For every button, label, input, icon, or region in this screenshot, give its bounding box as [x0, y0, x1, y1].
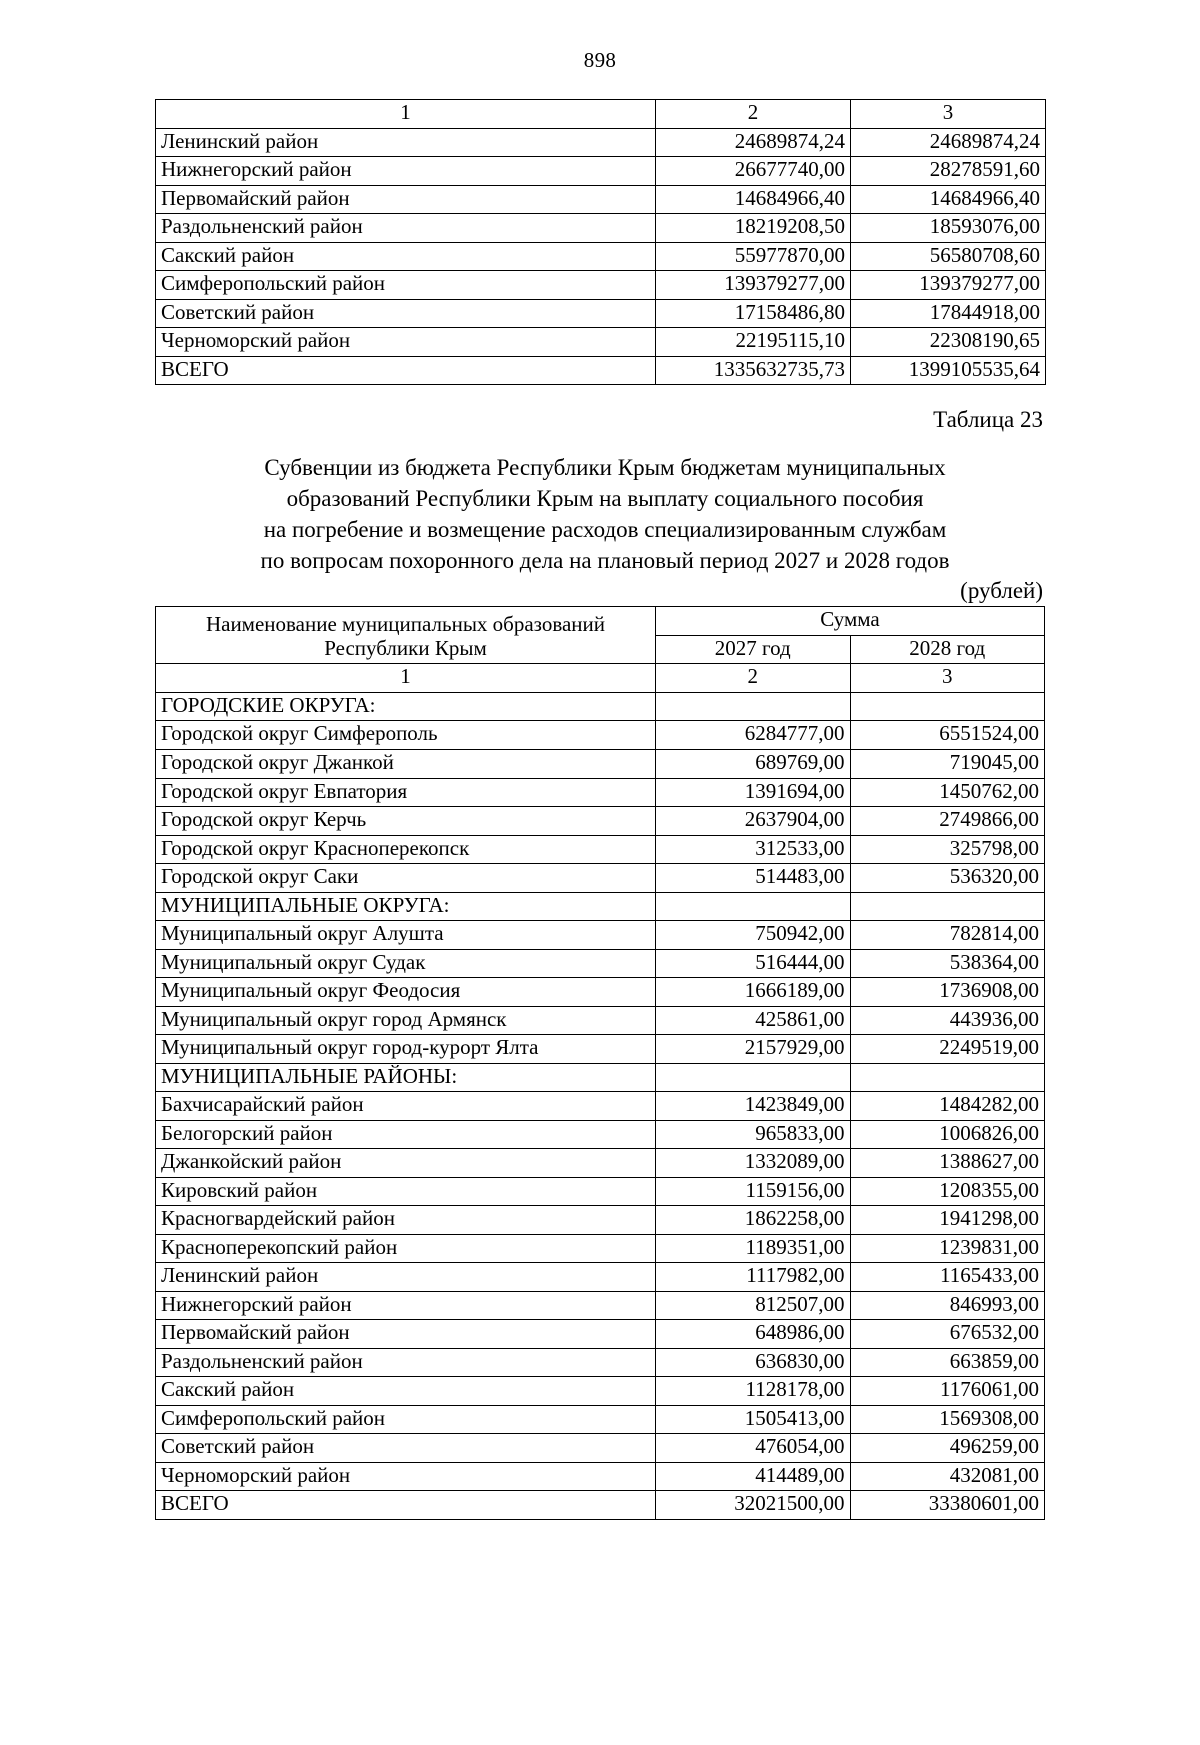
municipality-name: Советский район [156, 1434, 656, 1463]
value-2027 [656, 692, 851, 721]
value-2028: 17844918,00 [851, 299, 1046, 328]
value-2027: 6284777,00 [656, 721, 851, 750]
table-row [156, 1348, 1045, 1377]
table-row [156, 807, 1045, 836]
value-2028: 18593076,00 [851, 214, 1046, 243]
value-2028: 782814,00 [850, 921, 1045, 950]
municipality-name: Первомайский район [156, 185, 656, 214]
value-2027: 22195115,10 [656, 328, 851, 357]
value-2027: 1423849,00 [656, 1092, 851, 1121]
value-2028: 536320,00 [850, 864, 1045, 893]
municipality-name: Раздольненский район [156, 214, 656, 243]
table-row [156, 1434, 1045, 1463]
value-2027: 414489,00 [656, 1462, 851, 1491]
table-row [156, 1149, 1045, 1178]
municipality-name: Сакский район [156, 242, 656, 271]
page-content [155, 99, 1045, 1520]
table-row [156, 1234, 1045, 1263]
value-2028: 1208355,00 [850, 1177, 1045, 1206]
table-continuation-body [156, 100, 1046, 129]
total-value-2027: 1335632735,73 [656, 356, 851, 385]
value-2028: 28278591,60 [851, 157, 1046, 186]
value-2028: 22308190,65 [851, 328, 1046, 357]
header-municipality-name-line1: Наименование муниципальных образований [205, 612, 606, 637]
total-label: ВСЕГО [156, 1491, 656, 1520]
column-number-1: 1 [156, 100, 656, 129]
value-2027: 1391694,00 [656, 778, 851, 807]
municipality-name: Ленинский район [156, 128, 656, 157]
table-row [156, 1063, 1045, 1092]
table-row-column-numbers [156, 664, 1045, 693]
municipality-name: Советский район [156, 299, 656, 328]
table-row [156, 892, 1045, 921]
column-number-3: 3 [851, 100, 1046, 129]
value-2028: 496259,00 [850, 1434, 1045, 1463]
value-2028: 1388627,00 [850, 1149, 1045, 1178]
value-2028: 1736908,00 [850, 978, 1045, 1007]
value-2027: 2637904,00 [656, 807, 851, 836]
municipality-name: Городской округ Евпатория [156, 778, 656, 807]
municipality-name: Черноморский район [156, 1462, 656, 1491]
table-row [156, 1035, 1045, 1064]
table-row [156, 214, 1046, 243]
table-header-row-1 [156, 607, 1045, 636]
value-2027: 516444,00 [656, 949, 851, 978]
header-sum: Сумма [656, 607, 1045, 636]
subventions-table-head [156, 607, 1045, 664]
value-2028: 1450762,00 [850, 778, 1045, 807]
value-2028: 56580708,60 [851, 242, 1046, 271]
table-row [156, 1377, 1045, 1406]
table-continuation [155, 99, 1046, 385]
table-continuation-rows [156, 128, 1046, 356]
table-row [156, 835, 1045, 864]
table-row [156, 692, 1045, 721]
value-2028: 846993,00 [850, 1291, 1045, 1320]
section-label: МУНИЦИПАЛЬНЫЕ ОКРУГА: [156, 892, 656, 921]
value-2028: 2249519,00 [850, 1035, 1045, 1064]
municipality-name: Нижнегорский район [156, 1291, 656, 1320]
municipality-name: Симферопольский район [156, 1405, 656, 1434]
value-2027: 1862258,00 [656, 1206, 851, 1235]
value-2027: 24689874,24 [656, 128, 851, 157]
value-2027: 2157929,00 [656, 1035, 851, 1064]
municipality-name: Бахчисарайский район [156, 1092, 656, 1121]
subventions-table [155, 606, 1045, 1520]
municipality-name: Сакский район [156, 1377, 656, 1406]
table-title-line-2: образований Республики Крым на выплату социального пособия [286, 485, 924, 511]
value-2027: 1189351,00 [656, 1234, 851, 1263]
subventions-table-rows [156, 692, 1045, 1490]
header-year-2028: 2028 год [850, 635, 1045, 664]
table-caption: Таблица 23 [933, 407, 1043, 433]
total-label: ВСЕГО [156, 356, 656, 385]
municipality-name: Белогорский район [156, 1120, 656, 1149]
municipality-name: Муниципальный округ Алушта [156, 921, 656, 950]
value-2028: 139379277,00 [851, 271, 1046, 300]
value-2028: 24689874,24 [851, 128, 1046, 157]
table-row-total [156, 1491, 1045, 1520]
table-row-column-numbers [156, 100, 1046, 129]
value-2028: 432081,00 [850, 1462, 1045, 1491]
value-2028: 1176061,00 [850, 1377, 1045, 1406]
municipality-name: Ленинский район [156, 1263, 656, 1292]
value-2028: 1569308,00 [850, 1405, 1045, 1434]
value-2027 [656, 892, 851, 921]
column-number-2: 2 [656, 100, 851, 129]
value-2027: 139379277,00 [656, 271, 851, 300]
municipality-name: Черноморский район [156, 328, 656, 357]
municipality-name: Нижнегорский район [156, 157, 656, 186]
table-row [156, 271, 1046, 300]
value-2027: 312533,00 [656, 835, 851, 864]
total-value-2027: 32021500,00 [656, 1491, 851, 1520]
municipality-name: Кировский район [156, 1177, 656, 1206]
value-2028: 6551524,00 [850, 721, 1045, 750]
table-row [156, 978, 1045, 1007]
table-row-total [156, 356, 1046, 385]
table-title-line-3: на погребение и возмещение расходов специализированным службам [263, 516, 947, 542]
value-2027: 55977870,00 [656, 242, 851, 271]
value-2027: 476054,00 [656, 1434, 851, 1463]
value-2027: 26677740,00 [656, 157, 851, 186]
table-row [156, 1263, 1045, 1292]
table-row [156, 242, 1046, 271]
value-2027: 636830,00 [656, 1348, 851, 1377]
value-2028: 1941298,00 [850, 1206, 1045, 1235]
municipality-name: Джанкойский район [156, 1149, 656, 1178]
municipality-name: Муниципальный округ Феодосия [156, 978, 656, 1007]
section-label: МУНИЦИПАЛЬНЫЕ РАЙОНЫ: [156, 1063, 656, 1092]
value-2028: 325798,00 [850, 835, 1045, 864]
table-row [156, 1405, 1045, 1434]
municipality-name: Красноперекопский район [156, 1234, 656, 1263]
municipality-name: Красногвардейский район [156, 1206, 656, 1235]
page-number: 898 [583, 48, 617, 72]
table-row [156, 1120, 1045, 1149]
municipality-name: Симферопольский район [156, 271, 656, 300]
table-row [156, 721, 1045, 750]
value-2028: 14684966,40 [851, 185, 1046, 214]
value-2027: 18219208,50 [656, 214, 851, 243]
value-2028: 2749866,00 [850, 807, 1045, 836]
value-2028 [850, 1063, 1045, 1092]
table-row [156, 921, 1045, 950]
municipality-name: Муниципальный округ город-курорт Ялта [156, 1035, 656, 1064]
table-row [156, 1006, 1045, 1035]
header-municipality-name-line2: Республики Крым [324, 635, 487, 660]
value-2027: 1117982,00 [656, 1263, 851, 1292]
value-2028: 663859,00 [850, 1348, 1045, 1377]
document-page [0, 48, 1200, 1745]
table-row [156, 185, 1046, 214]
municipality-name: Муниципальный округ Судак [156, 949, 656, 978]
value-2028: 538364,00 [850, 949, 1045, 978]
units-label: (рублей) [960, 578, 1043, 604]
value-2027: 514483,00 [656, 864, 851, 893]
subventions-table-colnums [156, 664, 1045, 693]
table-row [156, 1320, 1045, 1349]
value-2028: 1239831,00 [850, 1234, 1045, 1263]
value-2027: 1666189,00 [656, 978, 851, 1007]
table-row [156, 1177, 1045, 1206]
table-row [156, 157, 1046, 186]
value-2027: 14684966,40 [656, 185, 851, 214]
value-2028: 1484282,00 [850, 1092, 1045, 1121]
municipality-name: Городской округ Джанкой [156, 749, 656, 778]
value-2027: 1332089,00 [656, 1149, 851, 1178]
column-number-2: 2 [656, 664, 851, 693]
value-2027 [656, 1063, 851, 1092]
table-title-line-1: Субвенции из бюджета Республики Крым бюджетам муниципальных [264, 455, 946, 481]
value-2028: 719045,00 [850, 749, 1045, 778]
table-continuation-total [156, 356, 1046, 385]
municipality-name: Раздольненский район [156, 1348, 656, 1377]
value-2027: 648986,00 [656, 1320, 851, 1349]
municipality-name: Городской округ Саки [156, 864, 656, 893]
municipality-name: Городской округ Симферополь [156, 721, 656, 750]
column-number-3: 3 [850, 664, 1045, 693]
value-2027: 425861,00 [656, 1006, 851, 1035]
municipality-name: Городской округ Керчь [156, 807, 656, 836]
table-row [156, 1462, 1045, 1491]
municipality-name: Муниципальный округ город Армянск [156, 1006, 656, 1035]
header-year-2027: 2027 год [656, 635, 851, 664]
header-municipality-name [156, 607, 656, 664]
value-2028: 1006826,00 [850, 1120, 1045, 1149]
value-2027: 1505413,00 [656, 1405, 851, 1434]
table-title [175, 453, 1035, 576]
value-2028: 1165433,00 [850, 1263, 1045, 1292]
table-row [156, 299, 1046, 328]
table-row [156, 128, 1046, 157]
value-2027: 1128178,00 [656, 1377, 851, 1406]
table-row [156, 328, 1046, 357]
column-number-1: 1 [156, 664, 656, 693]
table-title-line-4: по вопросам похоронного дела на плановый период 2027 и 2028 годов [260, 547, 950, 573]
value-2027: 689769,00 [656, 749, 851, 778]
table-row [156, 949, 1045, 978]
table-row [156, 864, 1045, 893]
value-2027: 750942,00 [656, 921, 851, 950]
section-label: ГОРОДСКИЕ ОКРУГА: [156, 692, 656, 721]
value-2027: 1159156,00 [656, 1177, 851, 1206]
table-row [156, 778, 1045, 807]
value-2027: 965833,00 [656, 1120, 851, 1149]
municipality-name: Первомайский район [156, 1320, 656, 1349]
table-row [156, 1092, 1045, 1121]
subventions-table-total [156, 1491, 1045, 1520]
total-value-2028: 1399105535,64 [851, 356, 1046, 385]
table-row [156, 1291, 1045, 1320]
value-2028 [850, 692, 1045, 721]
table-row [156, 749, 1045, 778]
value-2027: 812507,00 [656, 1291, 851, 1320]
total-value-2028: 33380601,00 [850, 1491, 1045, 1520]
value-2028 [850, 892, 1045, 921]
value-2027: 17158486,80 [656, 299, 851, 328]
municipality-name: Городской округ Красноперекопск [156, 835, 656, 864]
table-row [156, 1206, 1045, 1235]
value-2028: 676532,00 [850, 1320, 1045, 1349]
value-2028: 443936,00 [850, 1006, 1045, 1035]
